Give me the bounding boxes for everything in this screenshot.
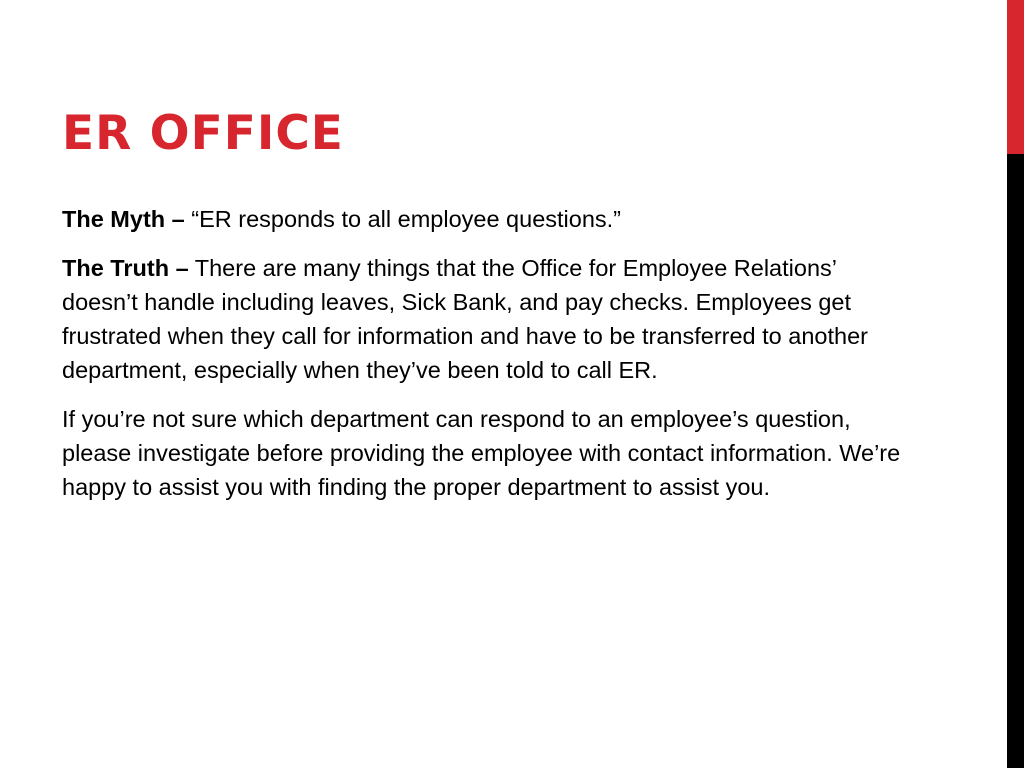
myth-paragraph <box>62 202 907 236</box>
accent-bar-red <box>1007 0 1024 154</box>
myth-lead: The Myth – <box>62 206 185 232</box>
slide-title: ER OFFICE <box>62 106 344 161</box>
advice-paragraph <box>62 402 907 504</box>
myth-text: “ER responds to all employee questions.” <box>184 206 622 232</box>
truth-text: There are many things that the Office for Employee Relations’ doesn’t handle including leaves, Sick Bank, and pay checks. Employees get frustrated when they call for information and have to be transferred to another department, especially when they’ve been told to call ER. <box>62 255 868 383</box>
slide-body <box>62 202 907 519</box>
truth-paragraph <box>62 251 907 387</box>
accent-bar-black <box>1007 154 1024 768</box>
truth-lead: The Truth – <box>62 255 189 281</box>
advice-text: If you’re not sure which department can respond to an employee’s question, please investigate before providing the employee with contact information. We’re happy to assist you with finding the proper department to assist you. <box>62 406 901 500</box>
